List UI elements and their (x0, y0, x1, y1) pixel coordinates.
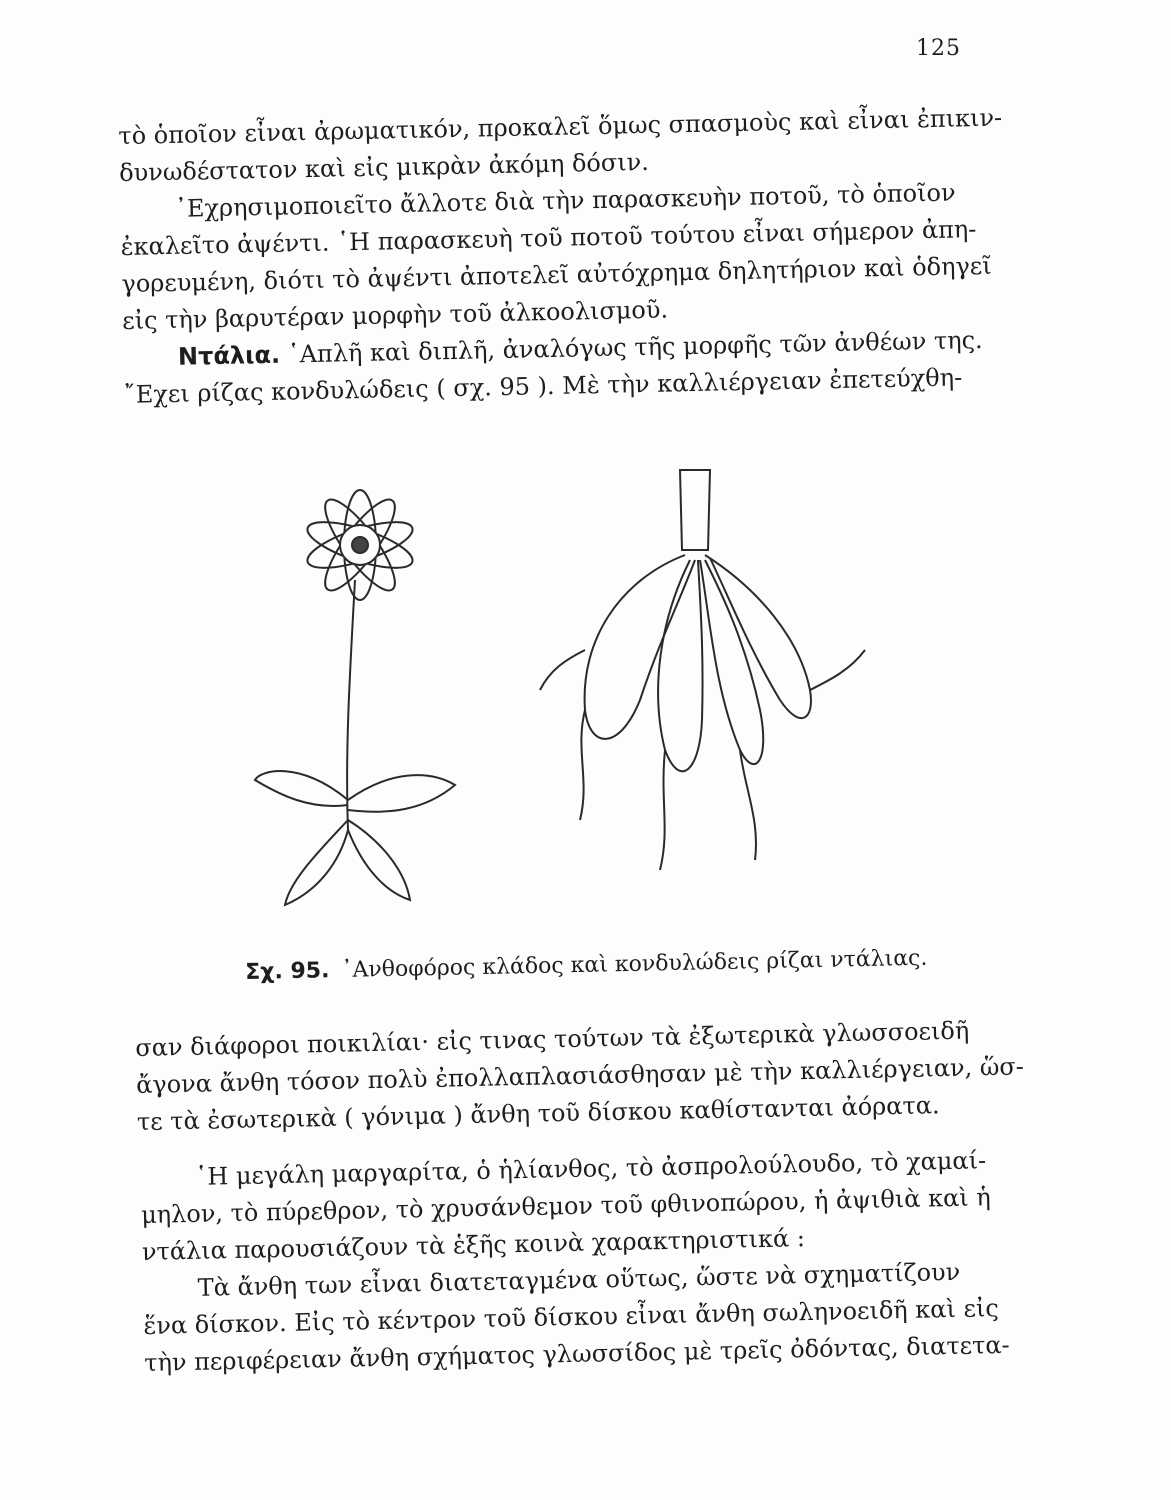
text-line: ῎Εχει ρίζας κονδυλώδεις ( σχ. 95 ). Μὲ τὴν καλλιέργειαν ἐπετεύχθη- (123, 363, 963, 409)
text-line: τὸ ὁποῖον εἶναι ἀρωματικόν, προκαλεῖ ὅμως σπασμοὺς καὶ εἶναι ἐπικιν- (118, 103, 1003, 150)
text-line: ἐκαλεῖτο ἀψέντι. ῾Η παρασκευὴ τοῦ ποτοῦ τούτου εἶναι σήμερον ἀπη- (120, 215, 977, 261)
text-line: δυνωδέστατον καὶ εἰς μικρὰν ἀκόμη δόσιν. (118, 147, 650, 187)
text-line: ἄγονα ἄνθη τόσον πολὺ ἐπολλαπλασιάσθησαν μὲ τὴν καλλιέργειαν, ὥσ- (135, 1052, 1025, 1099)
text-line: ἕνα δίσκον. Εἰς τὸ κέντρον τοῦ δίσκου εἶναι ἄνθη σωληνοειδῆ καὶ εἰς (143, 1294, 1000, 1340)
figure-label: Σχ. 95. (245, 958, 330, 985)
text-block-bottom (140, 1142, 1010, 1382)
text-line: γορευμένη, διότι τὸ ἀψέντι ἀποτελεῖ αὐτόχρημα δηλητήριον καὶ ὁδηγεῖ (121, 251, 992, 298)
text-block-top (118, 100, 1003, 414)
text-line: τε τὰ ἐσωτερικὰ ( γόνιμα ) ἄνθη τοῦ δίσκου καθίστανται ἀόρατα. (136, 1091, 940, 1136)
text-line: σαν διάφοροι ποικιλίαι· εἰς τινας τούτων τὰ ἐξωτερικὰ γλωσσοειδῆ (135, 1016, 970, 1062)
text-line: ῾Η μεγάλη μαργαρίτα, ὁ ἡλίανθος, τὸ ἀσπρολούλουδο, τὸ χαμαί- (195, 1146, 987, 1191)
text-line: τὴν περιφέρειαν ἄνθη σχήματος γλωσσίδος μὲ τρεῖς ὀδόντας, διατετα- (143, 1330, 1010, 1377)
page-number: 125 (916, 36, 961, 61)
figure-caption (245, 946, 928, 985)
figure-caption-text: ᾿Ανθοφόρος κλάδος καὶ κονδυλώδεις ρίζαι ντάλιας. (341, 945, 928, 983)
dahlia-heading: Ντάλια. (177, 340, 281, 371)
text-line: ῾Απλῆ καὶ διπλῆ, ἀναλόγως τῆς μορφῆς τῶν ἀνθέων της. (287, 325, 983, 369)
dahlia-illustration (240, 450, 880, 930)
text-line: ντάλια παρουσιάζουν τὰ ἑξῆς κοινὰ χαρακτηριστικά : (141, 1224, 806, 1266)
text-block-middle (135, 1012, 1025, 1141)
text-line: ᾿Εχρησιμοποιεῖτο ἄλλοτε διὰ τὴν παρασκευὴν ποτοῦ, τὸ ὁποῖον (174, 178, 956, 223)
text-line: Τὰ ἄνθη των εἶναι διατεταγμένα οὕτως, ὥστε νὰ σχηματίζουν (197, 1257, 961, 1302)
text-line: μηλον, τὸ πύρεθρον, τὸ χρυσάνθεμον τοῦ φθινοπώρου, ἡ ἀψιθιὰ καὶ ἡ (140, 1183, 991, 1229)
text-line: εἰς τὴν βαρυτέραν μορφὴν τοῦ ἀλκοολισμοῦ. (121, 295, 669, 335)
